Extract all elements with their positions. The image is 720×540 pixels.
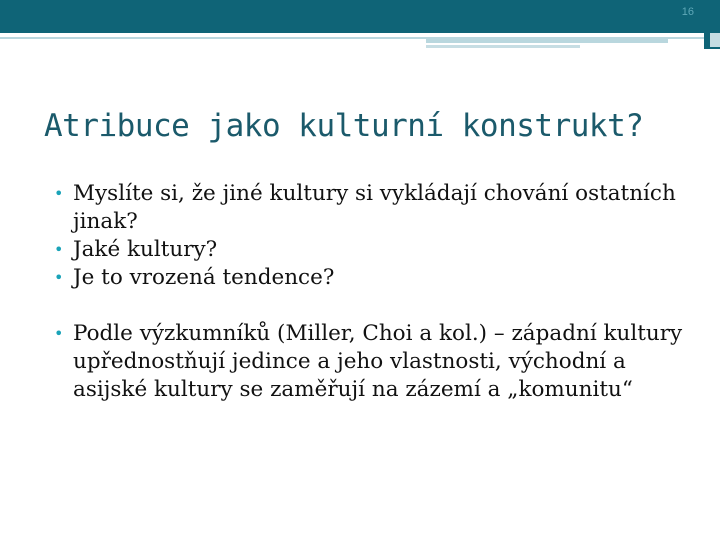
bullet-icon: • bbox=[54, 268, 64, 287]
bullet-text: Je to vrozená tendence? bbox=[73, 265, 335, 290]
bullet-icon: • bbox=[54, 240, 64, 259]
bullet-text: Jaké kultury? bbox=[73, 237, 218, 262]
bullet-icon: • bbox=[54, 184, 64, 203]
bullet-spacer bbox=[54, 292, 694, 320]
slide-title: Atribuce jako kulturní konstrukt? bbox=[44, 108, 644, 144]
header-bar bbox=[0, 0, 720, 33]
bullet-item bbox=[54, 320, 694, 404]
bullet-text: Myslíte si, že jiné kultury si vykládají chování ostatních jinak? bbox=[73, 181, 676, 234]
bullet-item bbox=[54, 264, 694, 292]
decorative-bar-thin bbox=[426, 45, 580, 48]
decorative-corner-inner bbox=[710, 33, 720, 47]
bullet-icon: • bbox=[54, 324, 64, 343]
bullet-item bbox=[54, 236, 694, 264]
slide-number: 16 bbox=[681, 6, 694, 18]
bullet-text: Podle výzkumníků (Miller, Choi a kol.) – západní kultury upřednostňují jedince a jeho vlastnosti, východní a asijské kultury se zaměřují na zázemí a „komunitu“ bbox=[73, 321, 683, 402]
bullet-item bbox=[54, 180, 694, 236]
bullet-list bbox=[54, 180, 694, 404]
decorative-bar bbox=[426, 37, 668, 43]
